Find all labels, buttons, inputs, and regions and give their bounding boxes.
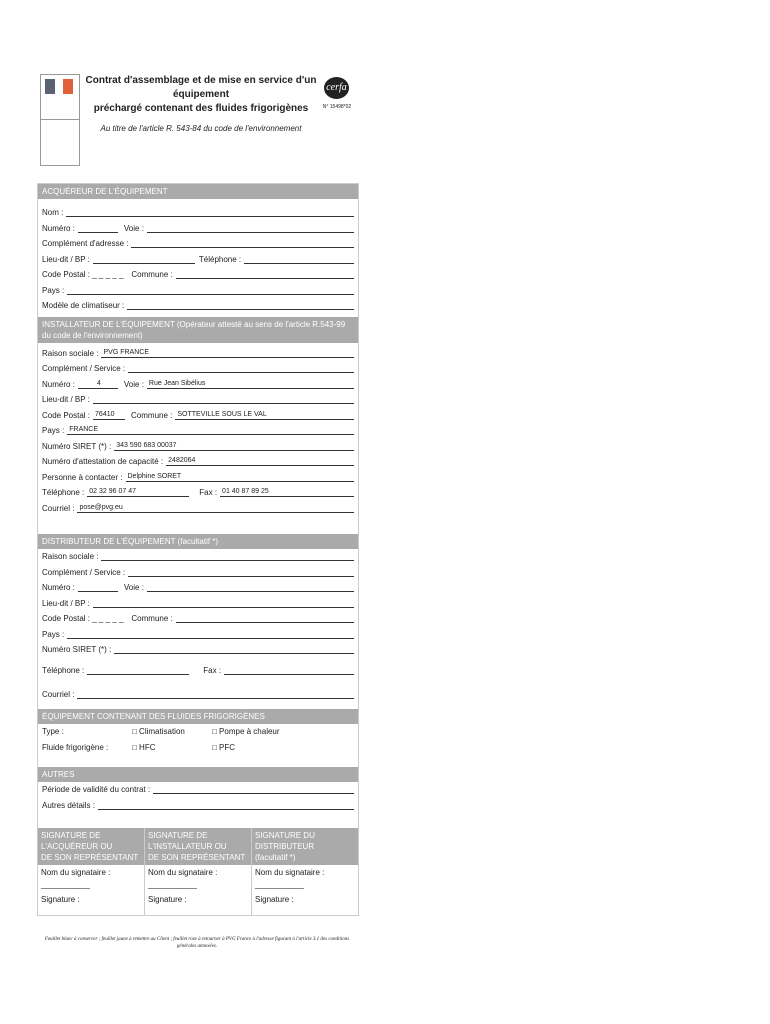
cerfa-logo: cerfa: [324, 77, 349, 99]
signature-title: SIGNATURE DE L'INSTALLATEUR OU: [148, 831, 227, 851]
dist-numero-field[interactable]: [78, 580, 118, 592]
label: Modèle de climatiseur :: [42, 301, 125, 310]
acquereur-modele-row: [38, 298, 358, 314]
title-line-2: préchargé contenant des fluides frigorigènes: [93, 103, 309, 114]
signature-title: SIGNATURE DE L'ACQUÉREUR OU: [41, 831, 113, 851]
inst-complement-row: [38, 361, 358, 377]
acquereur-voie-field[interactable]: [147, 221, 354, 233]
dist-lieudit-row: [38, 596, 358, 612]
acquereur-telephone-field[interactable]: [244, 252, 354, 264]
inst-complement-field[interactable]: [128, 361, 354, 373]
label: Lieu-dit / BP :: [42, 395, 90, 404]
label: Courriel :: [42, 503, 75, 513]
label: Complément d'adresse :: [42, 239, 129, 248]
acquereur-pays-row: [38, 283, 358, 299]
acquereur-adresse-row: [38, 221, 358, 237]
label: Personne à contacter :: [42, 472, 123, 482]
inst-cp-field[interactable]: 76410: [93, 408, 125, 420]
label: Autres détails :: [42, 800, 95, 810]
dist-raison-row: [38, 549, 358, 565]
label: Fluide frigorigène :: [42, 743, 109, 752]
label: Numéro SIRET (*) :: [42, 645, 112, 654]
acquereur-pays-field[interactable]: [67, 283, 354, 295]
label: Raison sociale :: [42, 552, 99, 561]
periode-field[interactable]: [153, 782, 354, 794]
dist-cp-row: [38, 611, 358, 627]
acquereur-cp-field[interactable]: Code Postal : _ _ _ _ _: [42, 270, 124, 279]
title-block: [85, 74, 317, 134]
section-title: AUTRES: [42, 770, 75, 779]
inst-commune-field[interactable]: SOTTEVILLE SOUS LE VAL: [175, 408, 354, 420]
label: Commune :: [131, 614, 173, 623]
autres-periode-row: [38, 782, 358, 798]
acquereur-complement-row: [38, 236, 358, 252]
document-subtitle: Au titre de l'article R. 543-84 du code de l'environnement: [100, 124, 302, 133]
label: Complément / Service :: [42, 364, 126, 373]
cerfa-number: N° 15498*02: [322, 104, 352, 110]
acquereur-numero-field[interactable]: [78, 221, 118, 233]
signature-section: [38, 828, 358, 915]
section-title: ÉQUIPEMENT CONTENANT DES FLUIDES FRIGORIGÈNES: [42, 712, 265, 721]
logo-flag-red: [63, 79, 73, 94]
label: Numéro SIRET (*) :: [42, 441, 112, 451]
label: Complément / Service :: [42, 567, 126, 577]
checkbox-hfc[interactable]: □ HFC: [132, 743, 156, 752]
signature-installateur-field[interactable]: Signature :: [148, 895, 187, 904]
autres-details-row: [38, 798, 358, 814]
checkbox-pompe-a-chaleur[interactable]: □ Pompe à chaleur: [212, 727, 280, 736]
logo-flag-blue: [45, 79, 55, 94]
signature-header: [38, 828, 144, 865]
label: Lieu-dit / BP :: [42, 254, 90, 264]
label: Période de validité du contrat :: [42, 785, 151, 794]
dist-fax-field[interactable]: [224, 663, 354, 675]
label: Nom :: [42, 208, 64, 217]
details-field[interactable]: [98, 798, 354, 810]
inst-voie-field[interactable]: Rue Jean Sibélius: [147, 377, 354, 389]
document-title: [85, 74, 317, 116]
signature-header: [252, 828, 358, 865]
section-title: ACQUÉREUR DE L'ÉQUIPEMENT: [42, 187, 168, 196]
republique-francaise-logo: [40, 74, 80, 166]
acquereur-modele-field[interactable]: [127, 298, 354, 310]
signature-distributeur: [252, 828, 358, 915]
section-distributeur-header: [38, 534, 358, 549]
inst-raison-row: [38, 346, 358, 362]
checkbox-pfc[interactable]: □ PFC: [212, 743, 236, 752]
dist-courriel-field[interactable]: [77, 687, 354, 699]
signature-distributeur-field[interactable]: Signature :: [255, 895, 294, 904]
acquereur-nom-row: [38, 205, 358, 221]
label: Raison sociale :: [42, 348, 99, 358]
dist-pays-row: [38, 627, 358, 643]
section-equipement-header: [38, 709, 358, 724]
inst-siret-field[interactable]: 343 590 683 00037: [114, 439, 354, 451]
acquereur-nom-field[interactable]: [66, 205, 354, 217]
inst-pays-field[interactable]: FRANCE: [67, 423, 354, 435]
dist-complement-field[interactable]: [128, 565, 354, 577]
signature-installateur: [145, 828, 252, 915]
signataire-acquereur-field[interactable]: Nom du signataire : ___________: [41, 868, 111, 889]
dist-siret-row: [38, 642, 358, 663]
checkbox-climatisation[interactable]: □ Climatisation: [132, 727, 185, 736]
dist-tel-field[interactable]: [87, 663, 189, 675]
label: Numéro :: [42, 379, 75, 389]
signataire-installateur-field[interactable]: Nom du signataire : ___________: [148, 868, 218, 889]
dist-pays-field[interactable]: [67, 627, 354, 639]
section-installateur-header: [38, 317, 358, 343]
label: Numéro :: [42, 223, 75, 233]
label: Téléphone :: [42, 666, 85, 675]
dist-tel-row: [38, 663, 358, 687]
label: Téléphone :: [198, 254, 242, 264]
dist-commune-field[interactable]: [176, 611, 354, 623]
inst-adresse-row: [38, 377, 358, 393]
dist-adresse-row: [38, 580, 358, 596]
inst-courriel-row: [38, 501, 358, 517]
signature-acquereur-field[interactable]: Signature :: [41, 895, 80, 904]
inst-contact-row: [38, 470, 358, 486]
label: Courriel :: [42, 690, 75, 699]
label: Fax :: [203, 666, 222, 675]
acquereur-lieudit-field[interactable]: [93, 252, 195, 264]
dist-complement-row: [38, 565, 358, 581]
label: Numéro :: [42, 583, 75, 592]
inst-raison-field[interactable]: PVG FRANCE: [101, 346, 354, 358]
inst-cp-row: [38, 408, 358, 424]
dist-raison-field[interactable]: [101, 549, 354, 561]
label: Pays :: [42, 285, 65, 295]
label: Fax :: [199, 488, 218, 497]
inst-contact-field[interactable]: Delphine SORET: [126, 470, 355, 482]
inst-numero-field[interactable]: 4: [78, 377, 118, 389]
label: Téléphone :: [42, 488, 85, 497]
inst-attestation-field[interactable]: 2482064: [166, 454, 354, 466]
inst-lieudit-field[interactable]: [93, 392, 354, 404]
label: Commune :: [131, 270, 173, 279]
acquereur-lieudit-row: [38, 252, 358, 268]
dist-siret-field[interactable]: [114, 642, 354, 654]
signature-header: [145, 828, 251, 865]
label: Code Postal :: [42, 410, 91, 420]
inst-attestation-row: [38, 454, 358, 470]
dist-cp-field[interactable]: Code Postal : _ _ _ _ _: [42, 614, 124, 623]
footer-note: Feuillet blanc à conserver ; feuillet jaune à remettre au Client ; feuillet rose à retourner à PVG France à l'adresse figurant à l'article 3.1 des conditions générales annexées.: [44, 937, 350, 949]
acquereur-commune-field[interactable]: [176, 267, 354, 279]
dist-courriel-row: [38, 687, 358, 709]
dist-voie-field[interactable]: [147, 580, 354, 592]
label: Pays :: [42, 426, 65, 435]
type-row: [38, 724, 358, 740]
fluide-row: [38, 740, 358, 756]
label: Voie :: [123, 583, 144, 592]
label: Voie :: [123, 223, 144, 233]
section-acquereur-header: [38, 184, 358, 199]
signature-subtitle: DE SON REPRÉSENTANT: [41, 853, 139, 862]
label: Voie :: [123, 379, 144, 389]
inst-siret-row: [38, 439, 358, 455]
inst-lieudit-row: [38, 392, 358, 408]
signature-subtitle: DE SON REPRÉSENTANT: [148, 853, 246, 862]
inst-pays-row: [38, 423, 358, 439]
signature-title: SIGNATURE DU DISTRIBUTEUR: [255, 831, 315, 851]
label: Pays :: [42, 629, 65, 639]
section-title: DISTRIBUTEUR DE L'ÉQUIPEMENT (facultatif *): [42, 537, 219, 546]
title-line-1: Contrat d'assemblage et de mise en service d'un équipement: [85, 75, 317, 100]
label: Type :: [42, 727, 64, 736]
logo-divider: [41, 119, 79, 120]
acquereur-cp-row: [38, 267, 358, 283]
section-title: INSTALLATEUR DE L'ÉQUIPEMENT (Opérateur attesté au sens de l'article R.543-99 du code de l'environnement): [42, 319, 346, 340]
signataire-distributeur-field[interactable]: Nom du signataire : ___________: [255, 868, 325, 889]
inst-tel-row: [38, 485, 358, 501]
dist-lieudit-field[interactable]: [93, 596, 354, 608]
signature-subtitle: (facultatif *): [255, 853, 296, 862]
label: Lieu-dit / BP :: [42, 598, 90, 608]
contract-form: [37, 183, 359, 916]
inst-courriel-field[interactable]: pose@pvg.eu: [77, 501, 354, 513]
signature-acquereur: [38, 828, 145, 915]
inst-tel-field[interactable]: 02 32 96 07 47: [87, 485, 189, 497]
acquereur-complement-field[interactable]: [131, 236, 354, 248]
inst-fax-field[interactable]: 01 40 87 89 25: [220, 485, 354, 497]
label: Numéro d'attestation de capacité :: [42, 457, 164, 466]
label: Commune :: [131, 410, 173, 420]
section-autres-header: [38, 767, 358, 782]
